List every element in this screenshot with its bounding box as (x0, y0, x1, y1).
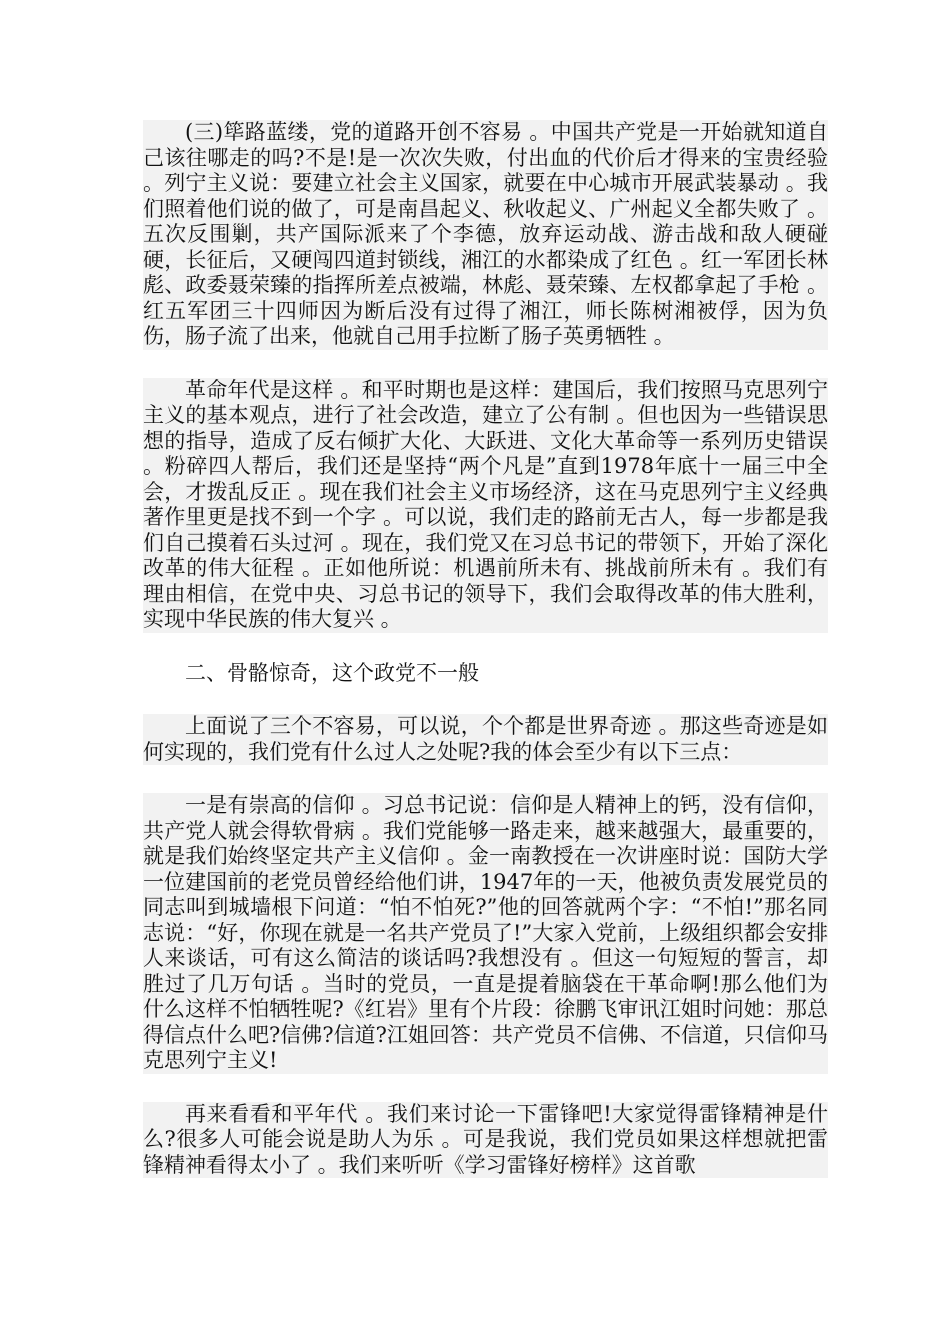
paragraph-gap (143, 1074, 828, 1102)
paragraph-gap (143, 765, 828, 793)
paragraph-lofty-belief: 一是有崇高的信仰 。习总书记说：信仰是人精神上的钙，没有信仰，共产党人就会得软骨病 。我们党能够一路走来，越来越强大，最重要的，就是我们始终坚定共产主义信仰 。金一南教授在一次讲座时说：国防大学一位建国前的老党员曾经给他们讲，1947年的一天，他被负责发展党员的同志叫到城墙根下问道：“怕不怕死?”他的回答就两个字：“不怕!”那名同志说：“好，你现在就是一名共产党员了!”大家入党前，上级组织都会安排人来谈话，可有这么简洁的谈话吗?我想没有 。但这一句短短的誓言，却胜过了几万句话 。当时的党员，一直是提着脑袋在干革命啊!那么他们为什么这样不怕牺牲呢?《红岩》里有个片段：徐鹏飞审讯江姐时问她：那总得信点什么吧?信佛?信道?江姐回答：共产党员不信佛、不信道，只信仰马克思列宁主义! (143, 793, 828, 1072)
document-body (143, 120, 828, 1178)
paragraph-lei-feng: 再来看看和平年代 。我们来讨论一下雷锋吧!大家觉得雷锋精神是什么?很多人可能会说是助人为乐 。可是我说，我们党员如果这样想就把雷锋精神看得太小了 。我们来听听《学习雷锋好榜样》这首歌 (143, 1101, 828, 1177)
paragraph-three-miracles: 上面说了三个不容易，可以说，个个都是世界奇迹 。那这些奇迹是如何实现的，我们党有什么过人之处呢?我的体会至少有以下三点： (143, 714, 828, 764)
paragraph-gap (143, 350, 828, 378)
paragraph-gap (143, 686, 828, 714)
paragraph-road-not-easy: (三)筚路蓝缕，党的道路开创不容易 。中国共产党是一开始就知道自己该往哪走的吗?不是!是一次次失败，付出血的代价后才得来的宝贵经验 。列宁主义说：要建立社会主义国家，就要在中心城市开展武装暴动 。我们照着他们说的做了，可是南昌起义、秋收起义、广州起义全都失败了 。五次反围剿，共产国际派来了个李德，放弃运动战、游击战和敌人硬碰硬，长征后，又硬闯四道封锁线，湘江的水都染成了红色 。红一军团长林彪、政委聂荣臻的指挥所差点被端，林彪、聂荣臻、左权都拿起了手枪 。红五军团三十四师因为断后没有过得了湘江，师长陈树湘被俘，因为负伤，肠子流了出来，他就自己用手拉断了肠子英勇牺牲 。 (143, 120, 828, 348)
paragraph-peacetime: 革命年代是这样 。和平时期也是这样：建国后，我们按照马克思列宁主义的基本观点，进行了社会改造，建立了公有制 。但也因为一些错误思想的指导，造成了反右倾扩大化、大跃进、文化大革命等一系列历史错误 。粉碎四人帮后，我们还是坚持“两个凡是”直到1978年底十一届三中全会，才拨乱反正 。现在我们社会主义市场经济，这在马克思列宁主义经典著作里更是找不到一个字 。可以说，我们走的路前无古人，每一步都是我们自己摸着石头过河 。现在，我们党又在习总书记的带领下，开始了深化改革的伟大征程 。正如他所说：机遇前所未有、挑战前所未有 。我们有理由相信，在党中央、习总书记的领导下，我们会取得改革的伟大胜利，实现中华民族的伟大复兴 。 (143, 377, 828, 631)
section-heading: 二、骨骼惊奇，这个政党不一般 (143, 661, 828, 687)
paragraph-gap (143, 633, 828, 661)
